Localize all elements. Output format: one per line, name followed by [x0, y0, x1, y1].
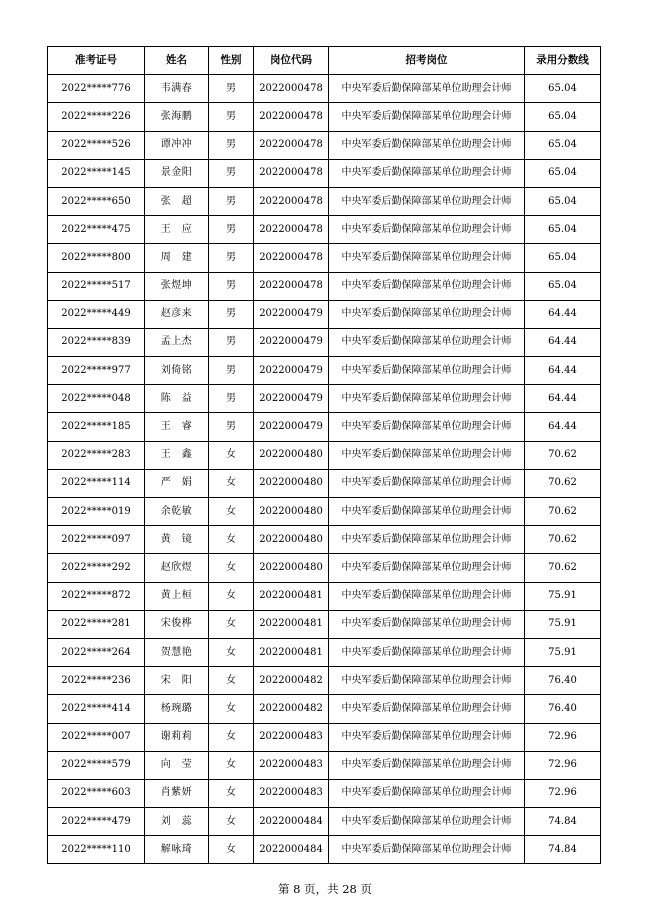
name-cell: 刘 蕊: [145, 808, 209, 836]
table-row: [48, 328, 601, 356]
cutoff-score-cell: 64.44: [525, 300, 601, 328]
post-code-cell: 2022000481: [254, 582, 329, 610]
gender-cell: 女: [209, 808, 254, 836]
name-cell: 张煜坤: [145, 272, 209, 300]
post-cell: 中央军委后勤保障部某单位助理会计师: [329, 159, 525, 187]
name-cell: 刘倚铭: [145, 357, 209, 385]
table-row: [48, 187, 601, 215]
name-cell: 贺慧艳: [145, 638, 209, 666]
gender-cell: 男: [209, 187, 254, 215]
gender-cell: 男: [209, 272, 254, 300]
table-row: [48, 836, 601, 864]
gender-cell: 男: [209, 131, 254, 159]
gender-cell: 女: [209, 498, 254, 526]
exam-id-cell: 2022*****603: [48, 779, 145, 807]
exam-id-cell: 2022*****264: [48, 638, 145, 666]
table-row: [48, 723, 601, 751]
cutoff-score-cell: 65.04: [525, 131, 601, 159]
table-header-row: [48, 47, 601, 75]
cutoff-score-cell: 70.62: [525, 469, 601, 497]
table-row: [48, 103, 601, 131]
table-row: [48, 75, 601, 103]
exam-id-cell: 2022*****145: [48, 159, 145, 187]
gender-cell: 女: [209, 723, 254, 751]
post-cell: 中央军委后勤保障部某单位助理会计师: [329, 836, 525, 864]
name-cell: 张海鹏: [145, 103, 209, 131]
cutoff-score-cell: 65.04: [525, 272, 601, 300]
name-cell: 杨琬璐: [145, 695, 209, 723]
exam-id-cell: 2022*****114: [48, 469, 145, 497]
exam-id-cell: 2022*****236: [48, 667, 145, 695]
post-cell: 中央军委后勤保障部某单位助理会计师: [329, 723, 525, 751]
cutoff-score-cell: 72.96: [525, 779, 601, 807]
post-code-cell: 2022000478: [254, 75, 329, 103]
score-table: [47, 46, 601, 864]
table-row: [48, 131, 601, 159]
exam-id-cell: 2022*****283: [48, 441, 145, 469]
post-code-cell: 2022000478: [254, 244, 329, 272]
post-cell: 中央军委后勤保障部某单位助理会计师: [329, 357, 525, 385]
cutoff-score-cell: 65.04: [525, 75, 601, 103]
name-cell: 景金阳: [145, 159, 209, 187]
name-cell: 王 鑫: [145, 441, 209, 469]
exam-id-cell: 2022*****226: [48, 103, 145, 131]
exam-id-cell: 2022*****872: [48, 582, 145, 610]
exam-id-cell: 2022*****517: [48, 272, 145, 300]
name-cell: 宋 阳: [145, 667, 209, 695]
table-row: [48, 300, 601, 328]
post-cell: 中央军委后勤保障部某单位助理会计师: [329, 187, 525, 215]
cutoff-score-cell: 70.62: [525, 498, 601, 526]
cutoff-score-cell: 65.04: [525, 216, 601, 244]
post-cell: 中央军委后勤保障部某单位助理会计师: [329, 582, 525, 610]
post-code-cell: 2022000483: [254, 751, 329, 779]
gender-cell: 女: [209, 695, 254, 723]
post-code-cell: 2022000481: [254, 638, 329, 666]
name-cell: 赵彦来: [145, 300, 209, 328]
post-cell: 中央军委后勤保障部某单位助理会计师: [329, 131, 525, 159]
cutoff-score-cell: 64.44: [525, 413, 601, 441]
post-code-cell: 2022000479: [254, 300, 329, 328]
exam-id-cell: 2022*****479: [48, 808, 145, 836]
post-code-cell: 2022000483: [254, 779, 329, 807]
gender-cell: 女: [209, 751, 254, 779]
post-code-cell: 2022000478: [254, 216, 329, 244]
cutoff-score-cell: 75.91: [525, 638, 601, 666]
exam-id-cell: 2022*****007: [48, 723, 145, 751]
post-cell: 中央军委后勤保障部某单位助理会计师: [329, 413, 525, 441]
name-cell: 韦满春: [145, 75, 209, 103]
table-row: [48, 441, 601, 469]
gender-cell: 男: [209, 159, 254, 187]
table-row: [48, 638, 601, 666]
table-row: [48, 357, 601, 385]
post-code-cell: 2022000478: [254, 103, 329, 131]
gender-cell: 女: [209, 638, 254, 666]
gender-cell: 男: [209, 357, 254, 385]
cutoff-score-cell: 64.44: [525, 328, 601, 356]
post-code-cell: 2022000478: [254, 187, 329, 215]
post-code-cell: 2022000482: [254, 695, 329, 723]
header-post: 招考岗位: [329, 47, 525, 75]
cutoff-score-cell: 64.44: [525, 385, 601, 413]
name-cell: 孟上杰: [145, 328, 209, 356]
header-post-code: 岗位代码: [254, 47, 329, 75]
post-cell: 中央军委后勤保障部某单位助理会计师: [329, 779, 525, 807]
post-code-cell: 2022000480: [254, 498, 329, 526]
cutoff-score-cell: 65.04: [525, 187, 601, 215]
exam-id-cell: 2022*****414: [48, 695, 145, 723]
post-code-cell: 2022000478: [254, 272, 329, 300]
post-code-cell: 2022000480: [254, 554, 329, 582]
table-row: [48, 779, 601, 807]
post-cell: 中央军委后勤保障部某单位助理会计师: [329, 75, 525, 103]
name-cell: 向 莹: [145, 751, 209, 779]
gender-cell: 男: [209, 103, 254, 131]
table-row: [48, 582, 601, 610]
cutoff-score-cell: 76.40: [525, 695, 601, 723]
exam-id-cell: 2022*****048: [48, 385, 145, 413]
post-code-cell: 2022000479: [254, 413, 329, 441]
gender-cell: 女: [209, 582, 254, 610]
exam-id-cell: 2022*****281: [48, 610, 145, 638]
post-code-cell: 2022000479: [254, 328, 329, 356]
gender-cell: 男: [209, 216, 254, 244]
exam-id-cell: 2022*****110: [48, 836, 145, 864]
header-gender: 性别: [209, 47, 254, 75]
post-cell: 中央军委后勤保障部某单位助理会计师: [329, 244, 525, 272]
post-cell: 中央军委后勤保障部某单位助理会计师: [329, 667, 525, 695]
name-cell: 王 睿: [145, 413, 209, 441]
post-cell: 中央军委后勤保障部某单位助理会计师: [329, 526, 525, 554]
post-cell: 中央军委后勤保障部某单位助理会计师: [329, 328, 525, 356]
cutoff-score-cell: 65.04: [525, 103, 601, 131]
exam-id-cell: 2022*****185: [48, 413, 145, 441]
name-cell: 陈 益: [145, 385, 209, 413]
post-code-cell: 2022000478: [254, 131, 329, 159]
name-cell: 黄 镜: [145, 526, 209, 554]
post-code-cell: 2022000480: [254, 441, 329, 469]
gender-cell: 女: [209, 779, 254, 807]
gender-cell: 男: [209, 328, 254, 356]
name-cell: 王 应: [145, 216, 209, 244]
post-cell: 中央军委后勤保障部某单位助理会计师: [329, 385, 525, 413]
post-code-cell: 2022000479: [254, 385, 329, 413]
exam-id-cell: 2022*****526: [48, 131, 145, 159]
name-cell: 赵欣煜: [145, 554, 209, 582]
exam-id-cell: 2022*****977: [48, 357, 145, 385]
exam-id-cell: 2022*****449: [48, 300, 145, 328]
exam-id-cell: 2022*****800: [48, 244, 145, 272]
post-cell: 中央军委后勤保障部某单位助理会计师: [329, 638, 525, 666]
name-cell: 余乾敏: [145, 498, 209, 526]
name-cell: 谢莉莉: [145, 723, 209, 751]
header-name: 姓名: [145, 47, 209, 75]
exam-id-cell: 2022*****650: [48, 187, 145, 215]
table-body: [48, 75, 601, 864]
post-cell: 中央军委后勤保障部某单位助理会计师: [329, 469, 525, 497]
table-row: [48, 610, 601, 638]
table-row: [48, 695, 601, 723]
page-number: 第 8 页，共 28 页: [277, 882, 373, 896]
exam-id-cell: 2022*****839: [48, 328, 145, 356]
post-code-cell: 2022000479: [254, 357, 329, 385]
cutoff-score-cell: 70.62: [525, 441, 601, 469]
post-cell: 中央军委后勤保障部某单位助理会计师: [329, 695, 525, 723]
gender-cell: 女: [209, 667, 254, 695]
name-cell: 张 超: [145, 187, 209, 215]
cutoff-score-cell: 70.62: [525, 526, 601, 554]
table-row: [48, 216, 601, 244]
gender-cell: 男: [209, 413, 254, 441]
table-row: [48, 554, 601, 582]
name-cell: 宋俊桦: [145, 610, 209, 638]
name-cell: 周 建: [145, 244, 209, 272]
post-code-cell: 2022000481: [254, 610, 329, 638]
table-row: [48, 469, 601, 497]
post-cell: 中央军委后勤保障部某单位助理会计师: [329, 554, 525, 582]
gender-cell: 女: [209, 526, 254, 554]
table-row: [48, 498, 601, 526]
table-row: [48, 244, 601, 272]
post-code-cell: 2022000482: [254, 667, 329, 695]
exam-id-cell: 2022*****019: [48, 498, 145, 526]
table-row: [48, 526, 601, 554]
gender-cell: 男: [209, 75, 254, 103]
cutoff-score-cell: 75.91: [525, 610, 601, 638]
table-row: [48, 413, 601, 441]
name-cell: 解咏琦: [145, 836, 209, 864]
post-cell: 中央军委后勤保障部某单位助理会计师: [329, 610, 525, 638]
table-row: [48, 751, 601, 779]
header-cutoff-score: 录用分数线: [525, 47, 601, 75]
cutoff-score-cell: 64.44: [525, 357, 601, 385]
table-row: [48, 667, 601, 695]
gender-cell: 女: [209, 610, 254, 638]
exam-id-cell: 2022*****097: [48, 526, 145, 554]
post-cell: 中央军委后勤保障部某单位助理会计师: [329, 498, 525, 526]
gender-cell: 女: [209, 469, 254, 497]
post-cell: 中央军委后勤保障部某单位助理会计师: [329, 216, 525, 244]
gender-cell: 男: [209, 385, 254, 413]
cutoff-score-cell: 74.84: [525, 808, 601, 836]
cutoff-score-cell: 72.96: [525, 751, 601, 779]
post-cell: 中央军委后勤保障部某单位助理会计师: [329, 808, 525, 836]
gender-cell: 女: [209, 441, 254, 469]
post-code-cell: 2022000483: [254, 723, 329, 751]
post-code-cell: 2022000484: [254, 808, 329, 836]
cutoff-score-cell: 65.04: [525, 244, 601, 272]
name-cell: 谭冲冲: [145, 131, 209, 159]
cutoff-score-cell: 70.62: [525, 554, 601, 582]
gender-cell: 女: [209, 836, 254, 864]
header-exam-id: 准考证号: [48, 47, 145, 75]
gender-cell: 男: [209, 244, 254, 272]
table-row: [48, 808, 601, 836]
table-row: [48, 272, 601, 300]
gender-cell: 男: [209, 300, 254, 328]
cutoff-score-cell: 65.04: [525, 159, 601, 187]
table-row: [48, 385, 601, 413]
cutoff-score-cell: 72.96: [525, 723, 601, 751]
name-cell: 严 娟: [145, 469, 209, 497]
post-cell: 中央军委后勤保障部某单位助理会计师: [329, 272, 525, 300]
table-row: [48, 159, 601, 187]
cutoff-score-cell: 75.91: [525, 582, 601, 610]
name-cell: 黄上桓: [145, 582, 209, 610]
exam-id-cell: 2022*****292: [48, 554, 145, 582]
post-code-cell: 2022000478: [254, 159, 329, 187]
name-cell: 肖紫妍: [145, 779, 209, 807]
exam-id-cell: 2022*****475: [48, 216, 145, 244]
post-cell: 中央军委后勤保障部某单位助理会计师: [329, 751, 525, 779]
gender-cell: 女: [209, 554, 254, 582]
cutoff-score-cell: 76.40: [525, 667, 601, 695]
post-code-cell: 2022000480: [254, 469, 329, 497]
exam-id-cell: 2022*****579: [48, 751, 145, 779]
post-code-cell: 2022000480: [254, 526, 329, 554]
cutoff-score-cell: 74.84: [525, 836, 601, 864]
post-code-cell: 2022000484: [254, 836, 329, 864]
post-cell: 中央军委后勤保障部某单位助理会计师: [329, 441, 525, 469]
post-cell: 中央军委后勤保障部某单位助理会计师: [329, 300, 525, 328]
exam-id-cell: 2022*****776: [48, 75, 145, 103]
post-cell: 中央军委后勤保障部某单位助理会计师: [329, 103, 525, 131]
